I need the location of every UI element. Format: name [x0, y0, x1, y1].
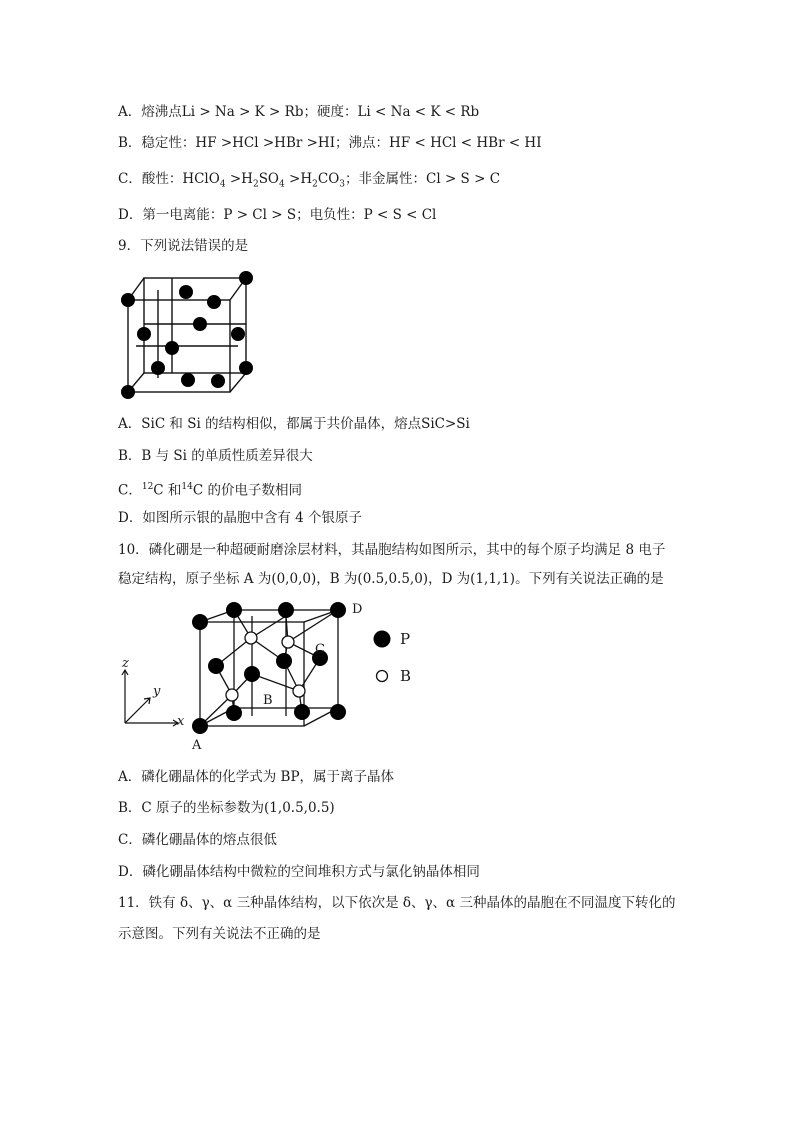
legend-b-label: B: [400, 667, 412, 685]
axis-label-x: x: [177, 714, 185, 729]
q10-option-a: A．磷化硼晶体的化学式为 BP，属于离子晶体: [118, 769, 395, 785]
q9-stem: 9．下列说法错误的是: [118, 238, 249, 254]
q8-option-a: A．熔沸点Li > Na > K > Rb；硬度：Li < Na < K < Rb: [118, 104, 480, 120]
q9-option-b: B．B 与 Si 的单质性质差异很大: [118, 448, 313, 464]
q9-option-d: D．如图所示银的晶胞中含有 4 个银原子: [118, 510, 362, 526]
q9-option-c: C．$^{12}$C 和$^{14}$C 的价电子数相同: [118, 482, 302, 499]
legend-b-symbol-icon: [374, 668, 390, 684]
silver-unit-cell-diagram: [118, 268, 258, 398]
q11-stem-line2: 示意图。下列有关说法不正确的是: [118, 926, 321, 942]
q9-option-a: A．SiC 和 Si 的结构相似，都属于共价晶体，熔点SiC>Si: [118, 416, 470, 432]
axis-label-z: z: [122, 656, 129, 671]
q10-option-d: D．磷化硼晶体结构中微粒的空间堆积方式与氯化钠晶体相同: [118, 864, 480, 880]
legend-p-symbol-icon: [372, 629, 392, 649]
q10-stem-line2: 稳定结构，原子坐标 A 为(0,0,0)，B 为(0.5,0.5,0)，D 为(1,1,1)。下列有关说法正确的是: [118, 571, 664, 587]
q11-stem-line1: 11．铁有 δ、γ、α 三种晶体结构，以下依次是 δ、γ、α 三种晶体的晶胞在不同温度下转化的: [118, 895, 676, 911]
atom-label-c: C: [315, 642, 325, 657]
atom-label-a: A: [192, 738, 202, 753]
axis-label-y: y: [153, 684, 161, 699]
q10-option-b: B．C 原子的坐标参数为(1,0.5,0.5): [118, 800, 335, 816]
q8-option-c: C．酸性：HClO$_4$ $>H_2SO_4 >H_2CO_3$；非金属性：Cl > S > C: [118, 171, 501, 190]
legend-p-label: P: [400, 630, 411, 648]
q10-option-c: C．磷化硼晶体的熔点很低: [118, 832, 277, 848]
atom-label-d: D: [352, 602, 363, 617]
boron-phosphide-unit-cell-diagram: [190, 598, 363, 738]
atom-label-b: B: [263, 693, 273, 708]
q8-option-b: B．稳定性：HF >HCl >HBr >HI；沸点：HF < HCl < HBr < HI: [118, 135, 542, 151]
q10-stem-line1: 10．磷化硼是一种超硬耐磨涂层材料，其晶胞结构如图所示，其中的每个原子均满足 8 电子: [118, 542, 666, 558]
q8-option-d: D．第一电离能：P > Cl > S；电负性：P < S < Cl: [118, 207, 437, 223]
